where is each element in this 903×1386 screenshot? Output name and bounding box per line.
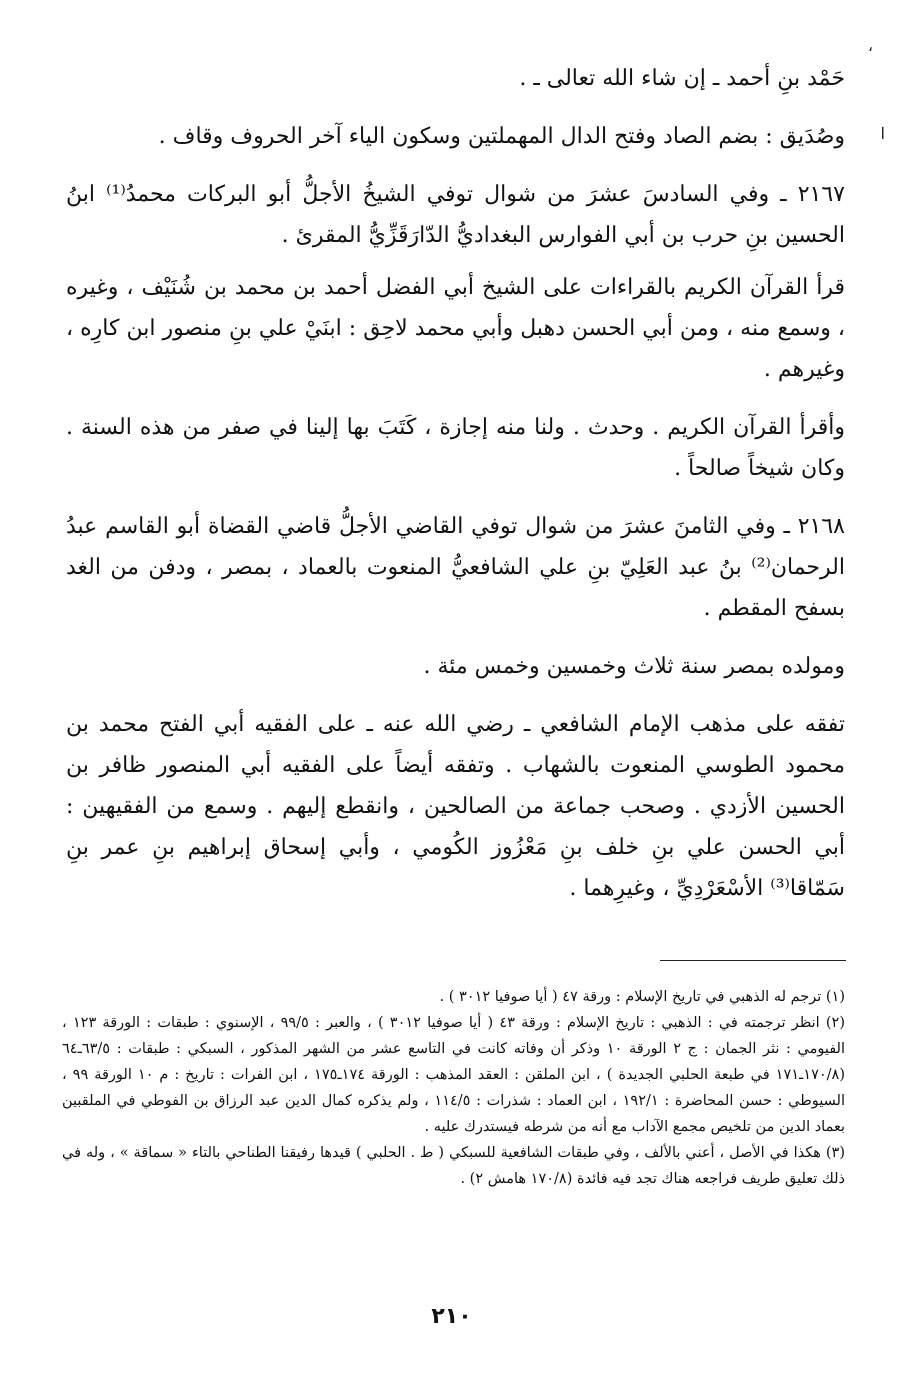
footnote-1: (١) ترجم له الذهبي في تاريخ الإسلام : ورقة ٤٧ ( أيا صوفيا ٣٠١٢ ) . [439,989,845,1005]
footnote-3: (٣) هكذا في الأصل ، أعني بالألف ، وفي طبقات الشافعية للسبكي ( ط . الحلبي ) قيدها رفيقنا الطناحي بالتاء « سماقة » ، وله في ذلك تعليق طريف فراجعه هناك تجد فيه فائدة (١٧٠/٨ هامش ٢) . [62,1145,845,1187]
footnotes [62,984,845,1192]
paragraph-continuation: حَمْد بنِ أحمد ـ إن شاء الله تعالى ـ . [519,66,845,91]
paragraph-study: تفقه على مذهب الإمام الشافعي ـ رضي الله عنه ـ على الفقيه أبي الفتح محمد بن محمود الطوسي المنعوت بالشهاب . وتفقه أيضاً على الفقيه أبي المنصور ظافر بن الحسين الأزدي . وصحب جماعة من الصالحين ، وانقطع إليهم . وسمع من الفقيهين : أبي الحسن علي بنِ خلف بنِ مَعْزُوز الكُومي ، وأبي إسحاق إبراهيم بنِ عمر بنِ سَمّاقا⁽³⁾ الأسْعَرْدِيِّ ، وغيرِهما . [66,712,845,901]
margin-mark-top: ، [867,36,873,55]
paragraph-teaching: وأقرأ القرآن الكريم . وحدث . ولنا منه إجازة ، كَتَبَ بها إلينا في صفر من هذه السنة . وكان شيخاً صالحاً . [66,415,845,481]
page-number: ٢١٠ [431,1304,472,1329]
entry-2168: ٢١٦٨ ـ وفي الثامنَ عشرَ من شوال توفي القاضي الأجلُّ قاضي القضاة أبو القاسم عبدُ الرحمان⁽²⁾ بنُ عبد العَلِيّ بنِ علي الشافعيُّ المنعوت بالعماد ، بمصر ، ودفن من الغد بسفح المقطم . [66,514,845,621]
main-text [66,58,845,920]
paragraph-quran-study: قرأ القرآن الكريم بالقراءات على الشيخ أبي الفضل أحمد بن محمد بن شُنَيْف ، وغيره ، وسمع منه ، ومن أبي الحسن دهبل وأبي محمد لاحِق : ابنَيْ علي بنِ منصور ابن كارِه ، وغيرهم . [66,275,845,382]
footnote-2: (٢) انظر ترجمته في : الذهبي : تاريخ الإسلام : ورقة ٤٣ ( أيا صوفيا ٣٠١٢ ) ، والعبر : ٩٩/٥ ، الإسنوي : طبقات : الورقة ١٢٣ ، الفيومي : نثر الجمان : ج ٢ الورقة ١٠ وذكر أن وفاته كانت في التاسع عشر من الشهر المذكور ، السبكي : طبقات : ٦٣/٥ـ٦٤ (١٧٠/٨ـ١٧١ في طبعة الحلبي الجديدة ) ، ابن الملقن : العقد المذهب : الورقة ١٧٤ـ١٧٥ ، ابن الفرات : تاريخ : م ١٠ الورقة ٩٩ ، السيوطي : حسن المحاضرة : ١٩٢/١ ، ابن العماد : شذرات : ١١٤/٥ ، ولم يذكره كمال الدين عبد الرزاق بن الفوطي في الملقبين بعماد الدين من تلخيص مجمع الآداب مع أنه من شرطه فيستدرك عليه . [62,1015,846,1135]
paragraph-birth: ومولده بمصر سنة ثلاث وخمسين وخمس مئة . [423,654,845,679]
margin-mark-side: ا [880,124,885,143]
entry-2167: ٢١٦٧ ـ وفي السادسَ عشرَ من شوال توفي الشيخُ الأجلُّ أبو البركات محمدُ⁽¹⁾ ابنُ الحسين بنِ حرب بن أبي الفوارس البغداديُّ الدّارَقَزِّيُّ المقرئ . [66,182,845,248]
paragraph-note-siddiq: وصُدَيق : بضم الصاد وفتح الدال المهملتين وسكون الياء آخر الحروف وقاف . [158,124,845,149]
footnote-divider [660,960,846,961]
